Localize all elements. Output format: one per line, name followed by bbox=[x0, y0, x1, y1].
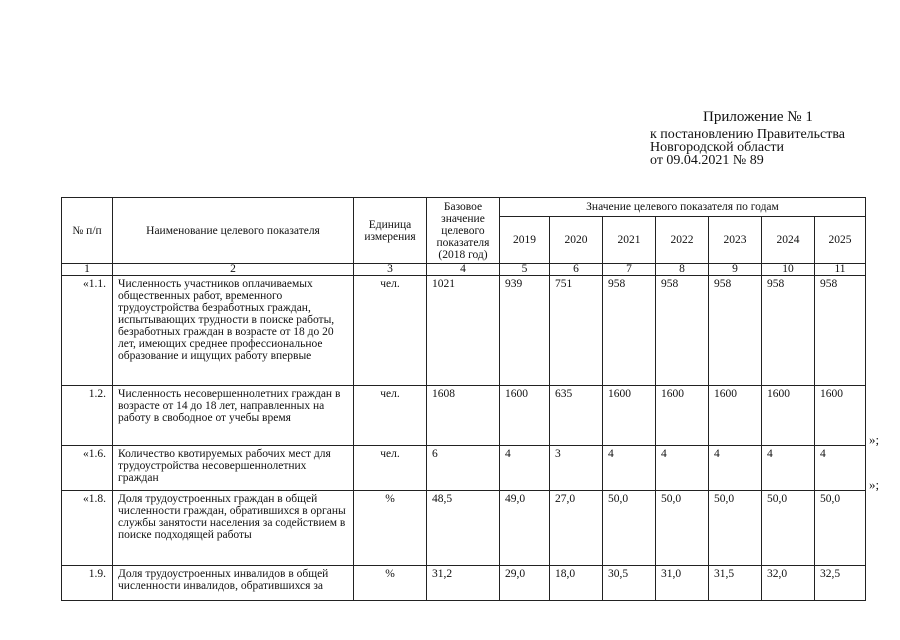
row-year-value: 50,0 bbox=[656, 491, 709, 566]
table-row bbox=[62, 386, 866, 446]
row-year-value: 751 bbox=[550, 276, 603, 386]
column-number: 3 bbox=[354, 264, 427, 276]
row-year-value: 27,0 bbox=[550, 491, 603, 566]
row-year-value: 31,0 bbox=[656, 566, 709, 601]
column-number: 6 bbox=[550, 264, 603, 276]
row-year-value: 1600 bbox=[709, 386, 762, 446]
header-year: 2019 bbox=[500, 217, 550, 264]
column-number: 7 bbox=[603, 264, 656, 276]
column-number: 11 bbox=[815, 264, 866, 276]
row-year-value: 49,0 bbox=[500, 491, 550, 566]
row-year-value: 4 bbox=[603, 446, 656, 491]
column-number: 1 bbox=[62, 264, 113, 276]
header-num: № п/п bbox=[62, 198, 113, 264]
table-row bbox=[62, 446, 866, 491]
row-year-value: 635 bbox=[550, 386, 603, 446]
row-name: Доля трудоустроенных инвалидов в общей численности инвалидов, обратившихся за bbox=[113, 566, 354, 601]
column-number: 9 bbox=[709, 264, 762, 276]
row-name: Численность несовершеннолетних граждан в возрасте от 14 до 18 лет, направленных на работу в свободное от учебы время bbox=[113, 386, 354, 446]
row-year-value: 4 bbox=[500, 446, 550, 491]
row-closing-mark: »; bbox=[869, 476, 880, 492]
row-index: 1.2. bbox=[62, 386, 113, 446]
row-year-value: 32,0 bbox=[762, 566, 815, 601]
row-year-value: 1600 bbox=[762, 386, 815, 446]
row-year-value: 50,0 bbox=[603, 491, 656, 566]
row-year-value: 958 bbox=[709, 276, 762, 386]
table-row bbox=[62, 566, 866, 601]
header-year: 2021 bbox=[603, 217, 656, 264]
row-year-value: 958 bbox=[656, 276, 709, 386]
row-year-value: 1600 bbox=[500, 386, 550, 446]
column-number: 8 bbox=[656, 264, 709, 276]
table-row bbox=[62, 276, 866, 386]
header-unit: Единица измерения bbox=[354, 198, 427, 264]
row-year-value: 18,0 bbox=[550, 566, 603, 601]
indicator-table bbox=[61, 197, 866, 601]
row-name: Количество квотируемых рабочих мест для трудоустройства несовершеннолетних граждан bbox=[113, 446, 354, 491]
row-year-value: 958 bbox=[603, 276, 656, 386]
row-year-value: 31,5 bbox=[709, 566, 762, 601]
header-year: 2022 bbox=[656, 217, 709, 264]
column-number: 5 bbox=[500, 264, 550, 276]
annex-title: Приложение № 1 bbox=[703, 109, 813, 125]
row-index: «1.1. bbox=[62, 276, 113, 386]
row-base-value: 1021 bbox=[427, 276, 500, 386]
header-year: 2023 bbox=[709, 217, 762, 264]
row-index: «1.8. bbox=[62, 491, 113, 566]
row-year-value: 50,0 bbox=[709, 491, 762, 566]
row-unit: % bbox=[354, 566, 427, 601]
row-year-value: 4 bbox=[815, 446, 866, 491]
annex-line-2: Новгородской области bbox=[650, 140, 784, 155]
row-year-value: 958 bbox=[815, 276, 866, 386]
header-name: Наименование целевого показателя bbox=[113, 198, 354, 264]
column-number: 2 bbox=[113, 264, 354, 276]
row-year-value: 50,0 bbox=[815, 491, 866, 566]
row-closing-mark: »; bbox=[869, 431, 880, 447]
row-year-value: 939 bbox=[500, 276, 550, 386]
row-unit: чел. bbox=[354, 446, 427, 491]
row-year-value: 958 bbox=[762, 276, 815, 386]
row-base-value: 6 bbox=[427, 446, 500, 491]
row-unit: чел. bbox=[354, 386, 427, 446]
row-unit: чел. bbox=[354, 276, 427, 386]
row-year-value: 4 bbox=[656, 446, 709, 491]
row-base-value: 1608 bbox=[427, 386, 500, 446]
row-year-value: 1600 bbox=[815, 386, 866, 446]
row-year-value: 3 bbox=[550, 446, 603, 491]
row-year-value: 4 bbox=[762, 446, 815, 491]
row-year-value: 1600 bbox=[603, 386, 656, 446]
header-year: 2020 bbox=[550, 217, 603, 264]
row-year-value: 30,5 bbox=[603, 566, 656, 601]
header-base: Базовое значение целевого показателя (2018 год) bbox=[427, 198, 500, 264]
row-base-value: 31,2 bbox=[427, 566, 500, 601]
row-index: «1.6. bbox=[62, 446, 113, 491]
row-index: 1.9. bbox=[62, 566, 113, 601]
column-number: 4 bbox=[427, 264, 500, 276]
row-unit: % bbox=[354, 491, 427, 566]
column-number: 10 bbox=[762, 264, 815, 276]
row-name: Доля трудоустроенных граждан в общей численности граждан, обратившихся в органы службы занятости населения за содействием в поиске подходящей работы bbox=[113, 491, 354, 566]
annex-line-1: к постановлению Правительства bbox=[650, 127, 846, 142]
header-year: 2025 bbox=[815, 217, 866, 264]
row-name: Численность участников оплачиваемых общественных работ, временного трудоустройства безработных граждан, испытывающих трудности в поиске работы, безработных граждан в возрасте от 18 до 20 лет, имеющих среднее профессиональное образование и ищущих работу впервые bbox=[113, 276, 354, 386]
row-base-value: 48,5 bbox=[427, 491, 500, 566]
row-year-value: 29,0 bbox=[500, 566, 550, 601]
header-years-title: Значение целевого показателя по годам bbox=[500, 198, 866, 217]
row-year-value: 50,0 bbox=[762, 491, 815, 566]
row-year-value: 1600 bbox=[656, 386, 709, 446]
table-row bbox=[62, 491, 866, 566]
annex-line-3: от 09.04.2021 № 89 bbox=[650, 153, 764, 168]
row-year-value: 32,5 bbox=[815, 566, 866, 601]
row-year-value: 4 bbox=[709, 446, 762, 491]
header-year: 2024 bbox=[762, 217, 815, 264]
